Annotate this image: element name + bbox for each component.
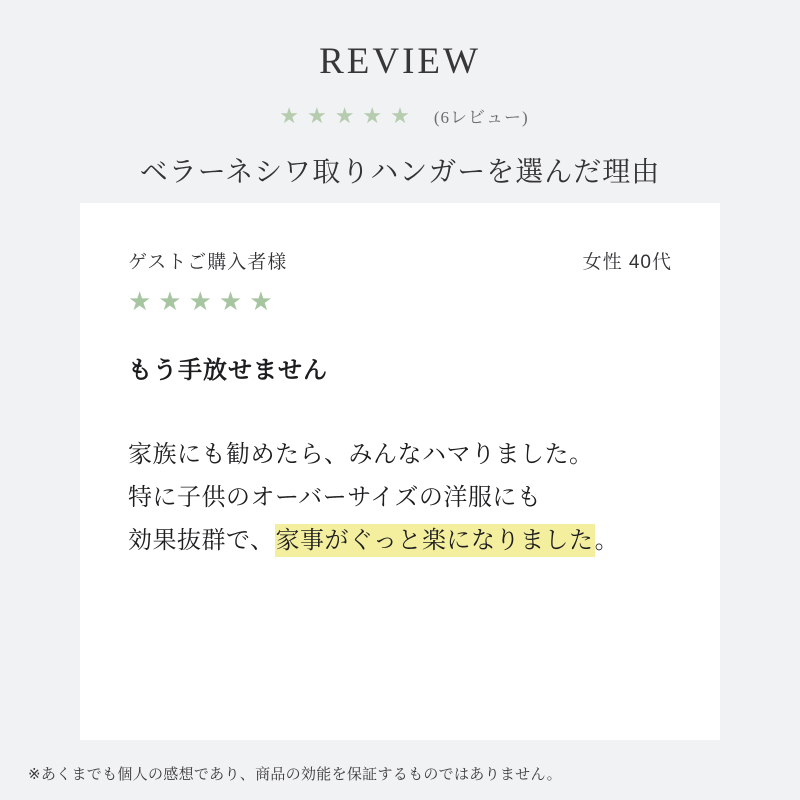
overall-rating [0, 103, 800, 128]
review-body-highlighted-text: 家事がぐっと楽になりました [275, 524, 595, 557]
reviewer-name: ゲストご購入者様 [128, 252, 288, 273]
review-body-line3 [128, 476, 672, 519]
section-title: REVIEW [319, 41, 481, 82]
review-body-line2: 特に子供のオーバーサイズの洋服にも [128, 484, 542, 511]
reviewer-demographic: 女性 40代 [582, 252, 672, 273]
review-title: もう手放せません [128, 357, 328, 384]
rating-count: (6レビュー) [433, 108, 529, 127]
review-body-line1: 家族にも勧めたら、みんなハマりました。 [128, 441, 594, 468]
review-card-header [128, 247, 672, 274]
review-body-line3-suffix: 。 [594, 527, 620, 554]
review-stars-icon: ★★★★★ [128, 286, 280, 316]
review-body-line3 [128, 519, 672, 562]
review-reason-heading: ベラーネシワ取りハンガーを選んだ理由 [139, 156, 661, 187]
review-body-line3-prefix: 効果抜群で、 [128, 527, 275, 554]
review-card [80, 203, 720, 740]
disclaimer-note: ※あくまでも個人の感想であり、商品の効能を保証するものではありません。 [28, 766, 562, 783]
rating-stars-icon: ★★★★★ [279, 102, 418, 128]
review-body [128, 433, 672, 562]
